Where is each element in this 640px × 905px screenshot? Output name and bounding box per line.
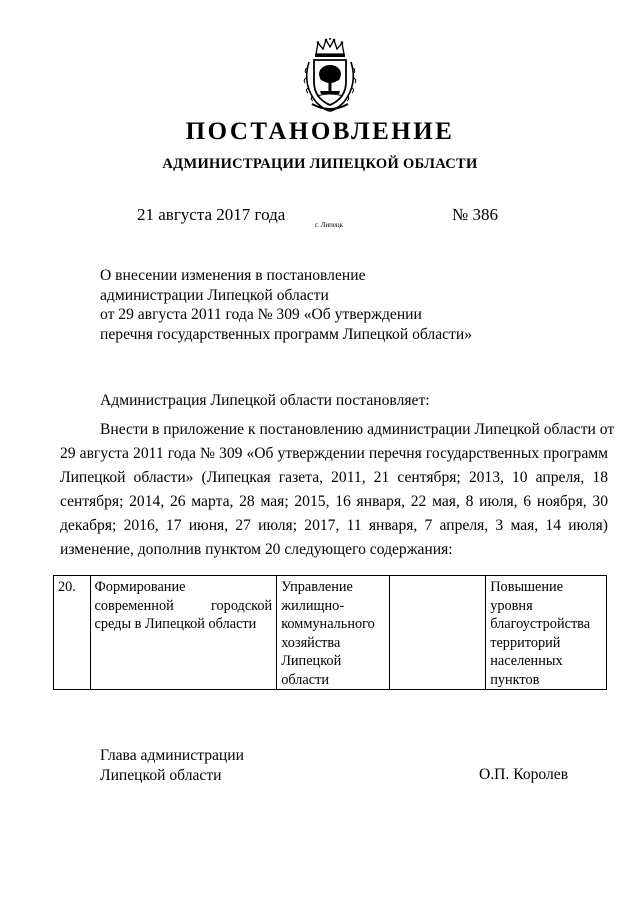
subject-line: О внесении изменения в постановление — [100, 267, 366, 284]
cell-line: благоустройства — [490, 616, 591, 632]
cell-line: населенных — [490, 653, 563, 669]
document-number: № 386 — [452, 205, 498, 224]
coat-of-arms-icon — [299, 38, 361, 112]
body-line: декабря; 2016, 17 июня, 27 июля; 2017, 11 января, 7 апреля, 3 мая, 14 июля) — [60, 517, 608, 534]
signatory-name: О.П. Королев — [479, 766, 569, 783]
program-name-cell — [90, 576, 277, 690]
cell-line: уровня — [490, 597, 533, 614]
document-city: г. Липецк — [315, 221, 344, 229]
resolution-intro: Администрация Липецкой области постановляет: — [100, 392, 430, 409]
body-line: сентября; 2014, 26 марта, 28 мая; 2015, 16 января, 22 мая, 8 июля, 6 ноября, 30 — [60, 493, 608, 510]
document-date: 21 августа 2017 года — [137, 205, 286, 224]
document-issuer: АДМИНИСТРАЦИИ ЛИПЕЦКОЙ ОБЛАСТИ — [162, 156, 478, 172]
subject-line: перечня государственных программ Липецкой области» — [100, 325, 472, 343]
cell-line: жилищно- — [281, 597, 345, 614]
cell-line: Формирование — [94, 579, 186, 595]
signatory-position — [100, 746, 244, 786]
empty-cell — [389, 576, 485, 690]
cell-line: области — [281, 671, 329, 688]
goal-cell — [486, 576, 607, 690]
cell-line: коммунального — [281, 616, 375, 632]
amendment-table — [53, 575, 607, 690]
signatory-position-line: Глава администрации — [100, 747, 244, 764]
body-line: Липецкой области» (Липецкая газета, 2011, 21 сентября; 2013, 10 апреля, 18 — [60, 469, 608, 486]
cell-line: Липецкой — [281, 653, 342, 669]
subject-line: администрации Липецкой области — [100, 286, 329, 304]
document-subject — [100, 266, 472, 344]
body-line: изменение, дополнив пунктом 20 следующего содержания: — [60, 541, 453, 558]
signatory-position-line: Липецкой области — [100, 767, 222, 784]
subject-line: от 29 августа 2011 года № 309 «Об утверждении — [100, 306, 422, 324]
body-line: 29 августа 2011 года № 309 «Об утверждении перечня государственных программ — [60, 445, 608, 462]
document-title: ПОСТАНОВЛЕНИЕ — [185, 118, 455, 145]
cell-line: Повышение — [490, 579, 564, 595]
body-line: Внести в приложение к постановлению администрации Липецкой области от — [100, 421, 615, 438]
table-row — [54, 576, 607, 690]
cell-line: Управление — [281, 579, 353, 595]
cell-line: хозяйства — [281, 634, 341, 651]
cell-line: территорий — [490, 634, 561, 651]
cell-line: современной городской — [94, 597, 273, 614]
cell-line: пунктов — [490, 671, 540, 688]
executor-cell — [277, 576, 390, 690]
row-number-cell: 20. — [54, 576, 91, 690]
cell-line: среды в Липецкой области — [94, 616, 257, 632]
resolution-body — [60, 418, 615, 562]
